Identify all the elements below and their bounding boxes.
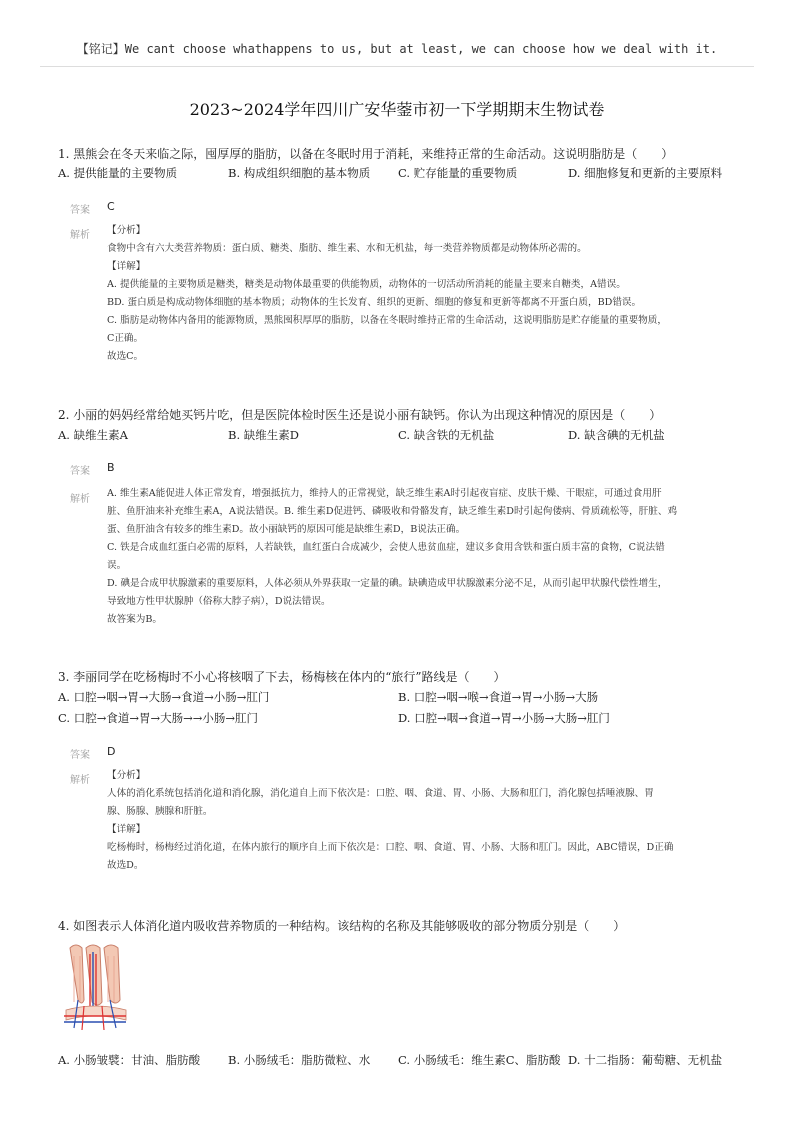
question-1-option-d: D. 细胞修复和更新的主要原料: [568, 166, 723, 180]
question-4-option-d: D. 十二指肠：葡萄糖、无机盐: [568, 1053, 723, 1067]
explanation-line: 【分析】: [107, 225, 146, 236]
question-3-option-d: D. 口腔→咽→食道→胃→小肠→大肠→肛门: [398, 711, 610, 725]
question-2-option-a: A. 缺维生素A: [58, 428, 128, 442]
explanation-line: 【详解】: [107, 261, 146, 272]
question-3-option-c: C. 口腔→食道→胃→大肠→→小肠→肛门: [58, 711, 259, 725]
question-3-answer: D: [107, 745, 116, 758]
page-title: 2023~2024学年四川广安华蓥市初一下学期期末生物试卷: [189, 100, 605, 119]
question-1-answer: C: [107, 200, 115, 213]
question-1-stem: 1. 黑熊会在冬天来临之际，囤厚厚的脂肪，以备在冬眠时用于消耗，来维持正常的生命活动。这说明脂肪是（ ）: [58, 147, 674, 161]
question-3-analysis-label: 解析: [70, 775, 90, 786]
question-3-option-a: A. 口腔→咽→胃→大肠→食道→小肠→肛门: [58, 690, 270, 704]
question-4-stem: 4. 如图表示人体消化道内吸收营养物质的一种结构。该结构的名称及其能够吸收的部分物质分别是（ ）: [58, 919, 626, 933]
question-1-option-a: A. 提供能量的主要物质: [58, 166, 178, 180]
explanation-line: 【分析】: [107, 770, 146, 781]
explanation-line: 人体的消化系统包括消化道和消化腺，消化道自上而下依次是：口腔、咽、食道、胃、小肠、大肠和肛门，消化腺包括唾液腺、胃: [107, 788, 654, 799]
question-1-answer-label: 答案: [70, 205, 90, 216]
question-2-analysis-label: 解析: [70, 494, 90, 505]
explanation-line: 故答案为B。: [107, 614, 163, 625]
intestinal-villus-figure: [60, 940, 130, 1035]
question-1-option-c: C. 贮存能量的重要物质: [398, 166, 518, 180]
explanation-line: 腺、肠腺、胰腺和肝脏。: [107, 806, 213, 817]
explanation-line: D. 碘是合成甲状腺激素的重要原料，人体必须从外界获取一定量的碘。缺碘造成甲状腺激素分泌不足，从而引起甲状腺代偿性增生，: [107, 578, 668, 589]
explanation-line: BD. 蛋白质是构成动物体细胞的基本物质；动物体的生长发育、组织的更新、细胞的修复和更新等都离不开蛋白质，BD错误。: [107, 297, 642, 308]
explanation-line: 蛋、鱼肝油含有较多的维生素D。故小丽缺钙的原因可能是缺维生素D，B说法正确。: [107, 524, 466, 535]
explanation-line: C. 脂肪是动物体内备用的能源物质，黑熊囤积厚厚的脂肪，以备在冬眠时维持正常的生命活动，这说明脂肪是贮存能量的重要物质，: [107, 315, 667, 326]
question-3-explanation: [107, 767, 733, 875]
motto-banner: 【铭记】We cant choose whathappens to us, but at least, we can choose how we deal with it.: [76, 42, 718, 56]
explanation-line: 误。: [107, 560, 127, 571]
explanation-line: A. 维生素A能促进人体正常发育，增强抵抗力，维持人的正常视觉，缺乏维生素A时引起夜盲症、皮肤干燥、干眼症，可通过食用肝: [107, 488, 662, 499]
question-3-stem: 3. 李丽同学在吃杨梅时不小心将核咽了下去，杨梅核在体内的“旅行”路线是（ ）: [58, 670, 506, 684]
question-2-option-d: D. 缺含碘的无机盐: [568, 428, 665, 442]
question-3-answer-label: 答案: [70, 750, 90, 761]
explanation-line: C. 铁是合成血红蛋白必需的原料，人若缺铁，血红蛋白合成减少，会使人患贫血症，建议多食用含铁和蛋白质丰富的食物，C说法错: [107, 542, 665, 553]
header-divider: [40, 66, 754, 67]
explanation-line: 【详解】: [107, 824, 146, 835]
question-2-stem: 2. 小丽的妈妈经常给她买钙片吃，但是医院体检时医生还是说小丽有缺钙。你认为出现这种情况的原因是（ ）: [58, 408, 662, 422]
explanation-line: 故选C。: [107, 351, 144, 362]
question-2-option-c: C. 缺含铁的无机盐: [398, 428, 495, 442]
explanation-line: 脏、鱼肝油来补充维生素A，A说法错误。B. 维生素D促进钙、磷吸收和骨骼发育，缺乏维生素D时引起佝偻病、骨质疏松等，肝脏、鸡: [107, 506, 678, 517]
question-4-option-c: C. 小肠绒毛：维生素C、脂肪酸: [398, 1053, 561, 1067]
question-2-option-b: B. 缺维生素D: [228, 428, 299, 442]
question-2-answer: B: [107, 461, 115, 474]
question-2-answer-label: 答案: [70, 466, 90, 477]
explanation-line: C正确。: [107, 333, 144, 344]
question-3-option-b: B. 口腔→咽→喉→食道→胃→小肠→大肠: [398, 690, 599, 704]
question-1-explanation: [107, 222, 733, 366]
question-2-explanation: [107, 485, 733, 629]
question-4-option-a: A. 小肠皱襞：甘油、脂肪酸: [58, 1053, 201, 1067]
explanation-line: A. 提供能量的主要物质是糖类，糖类是动物体最重要的供能物质，动物体的一切活动所消耗的能量主要来自糖类，A错误。: [107, 279, 626, 290]
question-4-option-b: B. 小肠绒毛：脂肪微粒、水: [228, 1053, 371, 1067]
explanation-line: 食物中含有六大类营养物质：蛋白质、糖类、脂肪、维生素、水和无机盐，每一类营养物质都是动物体所必需的。: [107, 243, 587, 254]
question-1-option-b: B. 构成组织细胞的基本物质: [228, 166, 371, 180]
question-1-analysis-label: 解析: [70, 230, 90, 241]
explanation-line: 吃杨梅时，杨梅经过消化道，在体内旅行的顺序自上而下依次是：口腔、咽、食道、胃、小肠、大肠和肛门。因此，ABC错误，D正确: [107, 842, 674, 853]
explanation-line: 导致地方性甲状腺肿（俗称大脖子病），D说法错误。: [107, 596, 331, 607]
explanation-line: 故选D。: [107, 860, 144, 871]
